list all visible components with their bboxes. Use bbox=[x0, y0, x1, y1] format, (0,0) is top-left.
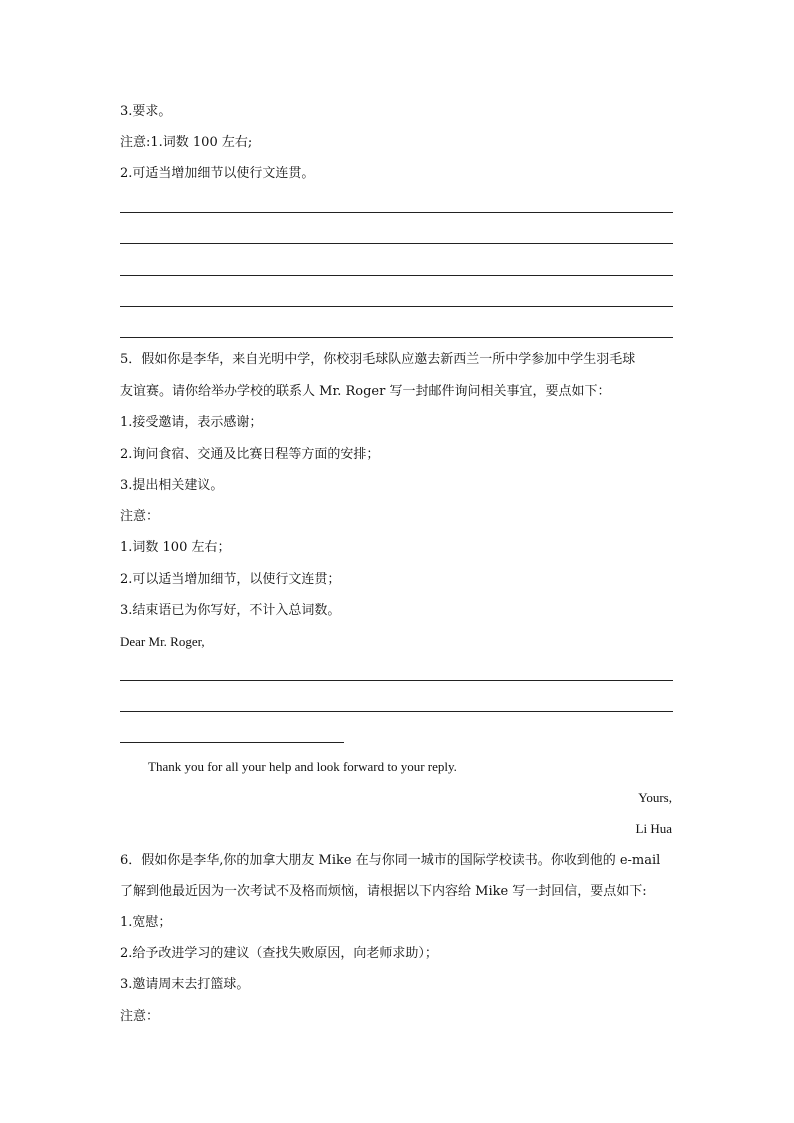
note-coherence: 2.可适当增加细节以使行文连贯。 bbox=[120, 166, 315, 181]
requirements-heading: 3.要求。 bbox=[120, 104, 172, 119]
q6-point-2: 2.给予改进学习的建议（查找失败原因，向老师求助）； bbox=[120, 946, 438, 961]
q5-salutation: Dear Mr. Roger, bbox=[120, 634, 205, 649]
q6-note-label: 注意： bbox=[120, 1009, 160, 1024]
note-word-count: 注意:1.词数 100 左右; bbox=[120, 135, 253, 150]
q5-point-2: 2.询问食宿、交通及比赛日程等方面的安排； bbox=[120, 447, 380, 462]
q6-point-3: 3.邀请周末去打篮球。 bbox=[120, 977, 250, 992]
q5-prompt-line-2: 友谊赛。请你给举办学校的联系人 Mr. Roger 写一封邮件询问相关事宜，要点如下： bbox=[120, 384, 611, 399]
q5-signoff: Yours, bbox=[638, 790, 672, 805]
answer-line[interactable] bbox=[120, 711, 673, 712]
q5-note-label: 注意： bbox=[120, 509, 160, 524]
answer-line[interactable] bbox=[120, 212, 673, 213]
q6-prompt-line-1: 6．假如你是李华,你的加拿大朋友 Mike 在与你同一城市的国际学校读书。你收到他的 e-mail bbox=[120, 853, 661, 868]
q5-note-2: 2.可以适当增加细节，以使行文连贯； bbox=[120, 572, 341, 587]
q5-prompt-line-1: 5．假如你是李华，来自光明中学，你校羽毛球队应邀去新西兰一所中学参加中学生羽毛球 bbox=[120, 352, 636, 367]
answer-line[interactable] bbox=[120, 680, 673, 681]
answer-line[interactable] bbox=[120, 275, 673, 276]
q5-closing: Thank you for all your help and look forward to your reply. bbox=[148, 759, 457, 774]
q6-point-1: 1.宽慰； bbox=[120, 915, 172, 930]
q5-note-1: 1.词数 100 左右； bbox=[120, 540, 231, 555]
q5-signature: Li Hua bbox=[635, 821, 672, 836]
q6-prompt-line-2: 了解到他最近因为一次考试不及格而烦恼，请根据以下内容给 Mike 写一封回信，要点如下: bbox=[120, 884, 647, 899]
q5-note-3: 3.结束语已为你写好，不计入总词数。 bbox=[120, 603, 341, 618]
answer-line[interactable] bbox=[120, 306, 673, 307]
q5-point-3: 3.提出相关建议。 bbox=[120, 478, 224, 493]
q5-point-1: 1.接受邀请，表示感谢； bbox=[120, 415, 263, 430]
answer-line[interactable] bbox=[120, 337, 673, 338]
answer-line[interactable] bbox=[120, 243, 673, 244]
answer-line-short[interactable] bbox=[120, 742, 344, 743]
